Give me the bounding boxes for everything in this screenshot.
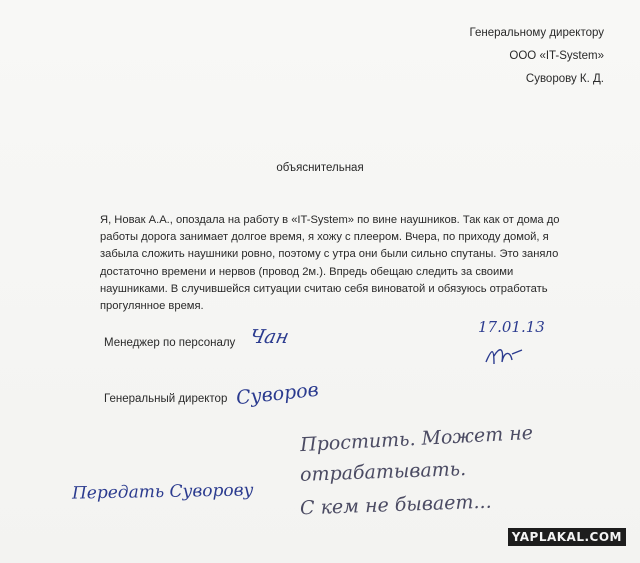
watermark: YAPLAKAL.COM: [508, 528, 626, 546]
addressee-name: Суворову К. Д.: [525, 73, 604, 85]
addressee-company: ООО «IT-System»: [509, 50, 604, 62]
director-signature: Суворов: [235, 378, 320, 410]
resolution-line-2: отрабатывать.: [299, 458, 467, 486]
initials-signature-icon: [484, 344, 524, 368]
manager-label: Менеджер по персоналу: [104, 337, 236, 349]
document-title: объяснительная: [276, 162, 364, 174]
director-label: Генеральный директор: [104, 393, 228, 405]
addressee-position: Генеральному директору: [469, 27, 604, 39]
forward-note: Передать Суворову: [71, 480, 254, 504]
manager-signature: Чан: [247, 326, 291, 348]
document-body: Я, Новак А.А., опоздала на работу в «IT-System» по вине наушников. Так как от дома до работы дорога занимает долгое время, я хожу с плеером. Вчера, по приходу домой, я забыла сложить наушники ровно, поэтому с утра они были сильно спутаны. Это заняло достаточно времени и нервов (провод 2м.). Впредь обещаю следить за своими наушниками. В случившейся ситуации считаю себя виноватой и обязуюсь отработать прогулянное время.: [100, 214, 560, 313]
resolution-line-1: Простить. Может не: [299, 421, 534, 457]
signature-date: 17.01.13: [478, 318, 545, 336]
resolution-line-3: С кем не бывает...: [299, 490, 492, 520]
addressee-block: [470, 22, 604, 91]
